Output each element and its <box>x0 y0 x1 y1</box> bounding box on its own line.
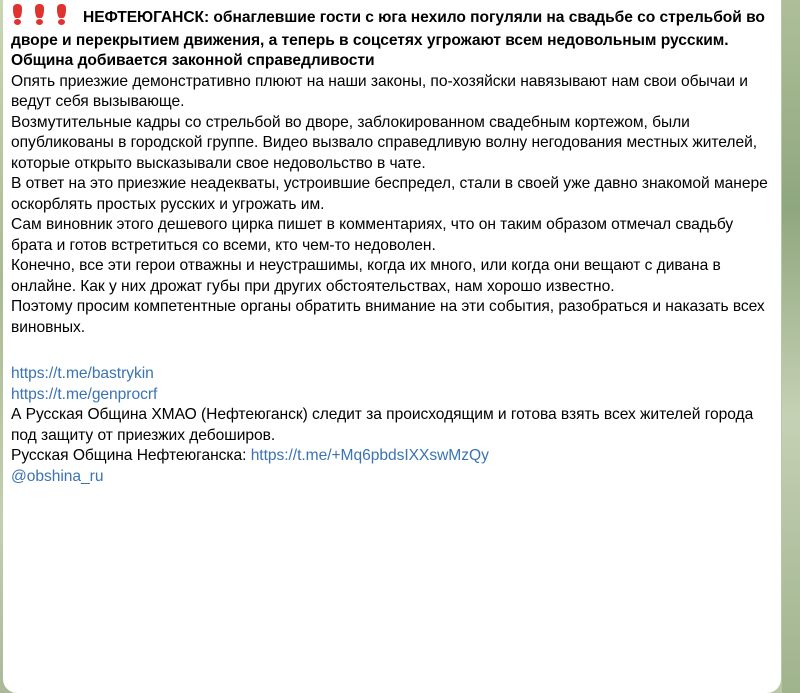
channel-line <box>11 467 771 488</box>
exclamation-icon <box>33 4 46 24</box>
community-label: Русская Община Нефтеюганска: <box>11 447 251 464</box>
post-paragraph: Сам виновник этого дешевого цирка пишет в комментариях, что он таким образом отмечал свадьбу брата и готов встретиться со всеми, кто чем-то недоволен. <box>11 216 734 254</box>
link-bastrykin[interactable]: https://t.me/bastrykin <box>11 365 154 382</box>
link-list <box>11 364 771 405</box>
community-statement: А Русская Община ХМАО (Нефтеюганск) следит за происходящим и готова взять всех жителей города под защиту от приезжих дебоширов. <box>11 406 754 444</box>
post-paragraph: Возмутительные кадры со стрельбой во дворе, заблокированном свадебным кортежом, были опубликованы в городской группе. Видео вызвало справедливую волну негодования местных жителей, которые открыто высказывали свое недовольство в чате. <box>11 113 758 172</box>
chat-background-right <box>782 0 800 693</box>
exclamation-icon <box>11 4 24 24</box>
post-paragraph: Конечно, все эти герои отважны и неустрашимы, когда их много, или когда они вещают с дивана в онлайне. Как у них дрожат губы при других обстоятельствах, нам хорошо известно. <box>11 257 721 295</box>
post-paragraph: В ответ на это приезжие неадекваты, устроившие беспредел, стали в своей уже давно знакомой манере оскорблять простых русских и угрожать им. <box>11 175 768 213</box>
post-paragraph: Поэтому просим компетентные органы обратить внимание на эти события, разобраться и наказать всех виновных. <box>11 298 765 336</box>
community-invite-link[interactable]: https://t.me/+Mq6pbdsIXXswMzQy <box>250 447 489 464</box>
exclamation-icon <box>55 4 68 24</box>
community-line <box>11 446 771 467</box>
post-headline <box>11 4 771 72</box>
headline-text: НЕФТЕЮГАНСК: обнаглевшие гости с юга нехило погуляли на свадьбе со стрельбой во дворе и перекрытием движения, а теперь в соцсетях угрожают всем недовольным русским. Община добивается законной справедливости <box>11 9 765 69</box>
post-paragraph: Опять приезжие демонстративно плюют на наши законы, по-хозяйски навязывают нам свои обычаи и ведут себя вызывающе. <box>11 72 748 110</box>
channel-mention-link[interactable]: @obshina_ru <box>11 467 104 485</box>
message-bubble <box>3 0 781 693</box>
alert-icons <box>11 4 77 31</box>
link-genprocrf[interactable]: https://t.me/genprocrf <box>11 385 158 403</box>
